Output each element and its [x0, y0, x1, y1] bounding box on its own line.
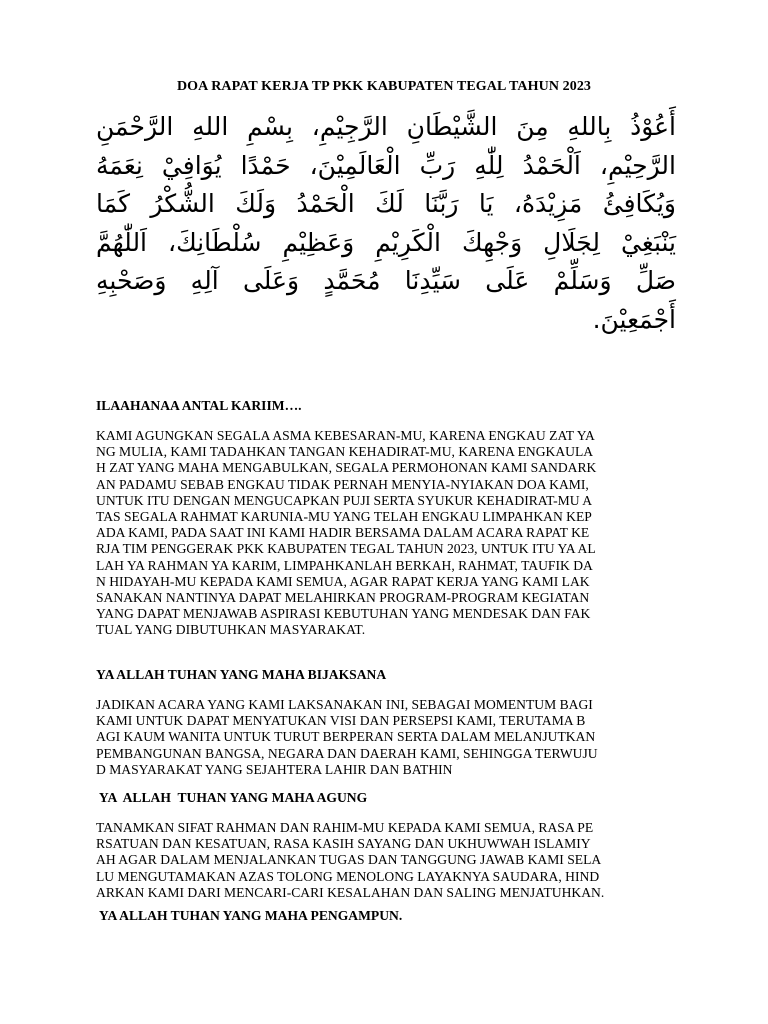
section-heading-maha-bijaksana: YA ALLAH TUHAN YANG MAHA BIJAKSANA — [96, 667, 387, 682]
section-body-maha-bijaksana: JADIKAN ACARA YANG KAMI LAKSANAKAN INI, SEBAGAI MOMENTUM BAGI KAMI UNTUK DAPAT MENYATUKAN VISI DAN PERSEPSI KAMI, TERUTAMA B AGI KAUM WANITA UNTUK TURUT BERPERAN SERTA DALAM MELANJUTKAN PEMBANGUNAN BANGSA, NEGARA DAN DAERAH KAMI, SEHINGGA TERWUJU D MASYARAKAT YANG SEJAHTERA LAHIR DAN BATHIN — [96, 697, 598, 777]
section-body-maha-agung: TANAMKAN SIFAT RAHMAN DAN RAHIM-MU KEPADA KAMI SEMUA, RASA PE RSATUAN DAN KESATUAN, RASA KASIH SAYANG DAN UKHUWWAH ISLAMIY AH AGAR DALAM MENJALANKAN TUGAS DAN TANGGUNG JAWAB KAMI SELA LU MENGUTAMAKAN AZAS TOLONG MENOLONG LAYAKNYA SAUDARA, HIND ARKAN KAMI DARI MENCARI-CARI KESALAHAN DAN SALING MENJATUHKAN. — [96, 820, 605, 900]
document-title: DOA RAPAT KERJA TP PKK KABUPATEN TEGAL TAHUN 2023 — [176, 79, 592, 94]
arabic-opening-prayer: أَعُوْذُ بِاللهِ مِنَ الشَّيْطَانِ الرَّجِيْمِ، بِسْمِ اللهِ الرَّحْمَنِ الرَّحِيْمِ، اَلْحَمْدُ لِلّٰهِ رَبِّ الْعَالَمِيْنَ، حَمْدًا يُوَافِيْ نِعَمَهُ وَيُكَافِئُ مَزِيْدَهُ، يَا رَبَّنَا لَكَ الْحَمْدُ وَلَكَ الشُّكْرُ كَمَا يَنْبَغِيْ لِجَلَالِ وَجْهِكَ الْكَرِيْمِ وَعَظِيْمِ سُلْطَانِكَ، اَللّٰهُمَّ صَلِّ وَسَلِّمْ عَلَى سَيِّدِنَا مُحَمَّدٍ وَعَلَى آلِهِ وَصَحْبِهِ أَجْمَعِيْنَ. — [96, 112, 676, 334]
section-heading-ilaahanaa: ILAAHANAA ANTAL KARIIM…. — [96, 398, 302, 413]
section-body-ilaahanaa: KAMI AGUNGKAN SEGALA ASMA KEBESARAN-MU, KARENA ENGKAU ZAT YA NG MULIA, KAMI TADAHKAN TANGAN KEHADIRAT-MU, KARENA ENGKAULA H ZAT YANG MAHA MENGABULKAN, SEGALA PERMOHONAN KAMI SANDARK AN PADAMU SEBAB ENGKAU TIDAK PERNAH MENYIA-NYIAKAN DOA KAMI, UNTUK ITU DENGAN MENGUCAPKAN PUJI SERTA SYUKUR KEHADIRAT-MU A TAS SEGALA RAHMAT KARUNIA-MU YANG TELAH ENGKAU LIMPAHKAN KEP ADA KAMI, PADA SAAT INI KAMI HADIR BERSAMA DALAM ACARA RAPAT KE RJA TIM PENGGERAK PKK KABUPATEN TEGAL TAHUN 2023, UNTUK ITU YA AL LAH YA RAHMAN YA KARIM, LIMPAHKANLAH BERKAH, RAHMAT, TAUFIK DA N HIDAYAH-MU KEPADA KAMI SEMUA, AGAR RAPAT KERJA YANG KAMI LAK SANAKAN NANTINYA DAPAT MELAHIRKAN PROGRAM-PROGRAM KEGIATAN YANG DAPAT MENJAWAB ASPIRASI KEBUTUHAN YANG MENDESAK DAN FAK TUAL YANG DIBUTUHKAN MASYARAKAT. — [96, 428, 597, 638]
section-heading-maha-agung: YA ALLAH TUHAN YANG MAHA AGUNG — [96, 790, 368, 805]
section-heading-maha-pengampun: YA ALLAH TUHAN YANG MAHA PENGAMPUN. — [96, 908, 403, 923]
